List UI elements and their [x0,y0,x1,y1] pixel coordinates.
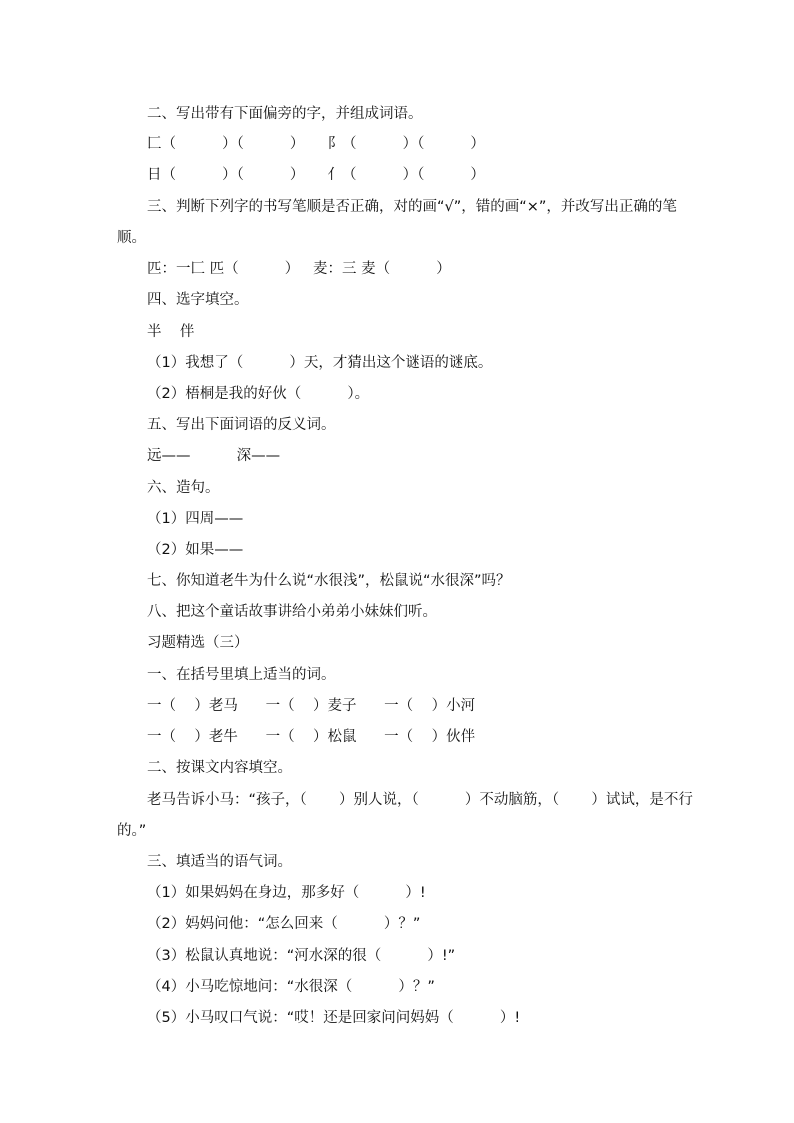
section-heading: 五、写出下面词语的反义词。 [147,417,336,433]
part-title: 习题精选（三） [147,635,249,651]
exercise-line: 老马告诉小马：“孩子，（ ）别人说，（ ）不动脑筋，（ ）试试，是不行 [147,792,693,808]
exercise-line: 一（ ）老马 一（ ）麦子 一（ ）小河 [147,698,476,714]
exercise-line: （1）我想了（ ）天，才猜出这个谜语的谜底。 [147,355,493,371]
exercise-line: （2）梧桐是我的好伙（ ）。 [147,386,370,402]
section-heading: 二、写出带有下面偏旁的字，并组成词语。 [147,106,423,122]
exercise-line: （1）如果妈妈在身边，那多好（ ）! [147,885,426,901]
exercise-line: 远—— 深—— [147,448,281,464]
section-heading: 三、填适当的语气词。 [147,854,292,870]
section-heading: 六、造句。 [147,480,220,496]
exercise-line: （3）松鼠认真地说：“河水深的很（ ）!” [147,948,456,964]
exercise-line: （4）小马吃惊地问：“水很深（ ）？” [147,979,435,995]
exercise-line: （1）四周—— [147,511,244,527]
exercise-line: （2）妈妈问他：“怎么回来（ ）？” [147,916,421,932]
section-heading: 四、选字填空。 [147,292,249,308]
section-heading: 八、把这个童话故事讲给小弟弟小妹妹们听。 [147,604,437,620]
section-heading: 二、按课文内容填空。 [147,760,292,776]
exercise-line: 匚（ ）（ ） ⻖（ ）（ ） [147,136,485,152]
exercise-line: （5）小马叹口气说：“哎！还是回家问问妈妈（ ）! [147,1010,521,1026]
section-heading: 一、在括号里填上适当的词。 [147,667,336,683]
section-heading: 七、你知道老牛为什么说“水很浅”，松鼠说“水很深”吗？ [147,573,511,589]
section-heading: 三、判断下列字的书写笔顺是否正确，对的画“√”，错的画“×”，并改写出正确的笔 [147,199,677,215]
exercise-line: （2）如果—— [147,542,244,558]
exercise-line: 一（ ）老牛 一（ ）松鼠 一（ ）伙伴 [147,729,476,745]
exercise-line-continuation: 的。” [117,823,147,839]
section-heading-continuation: 顺。 [117,230,146,246]
exercise-line: 匹：一匚 匹（ ） 麦：三 麦（ ） [147,261,451,277]
word-choices: 半 伴 [147,324,195,340]
exercise-line: 日（ ）（ ） 亻（ ）（ ） [147,167,485,183]
